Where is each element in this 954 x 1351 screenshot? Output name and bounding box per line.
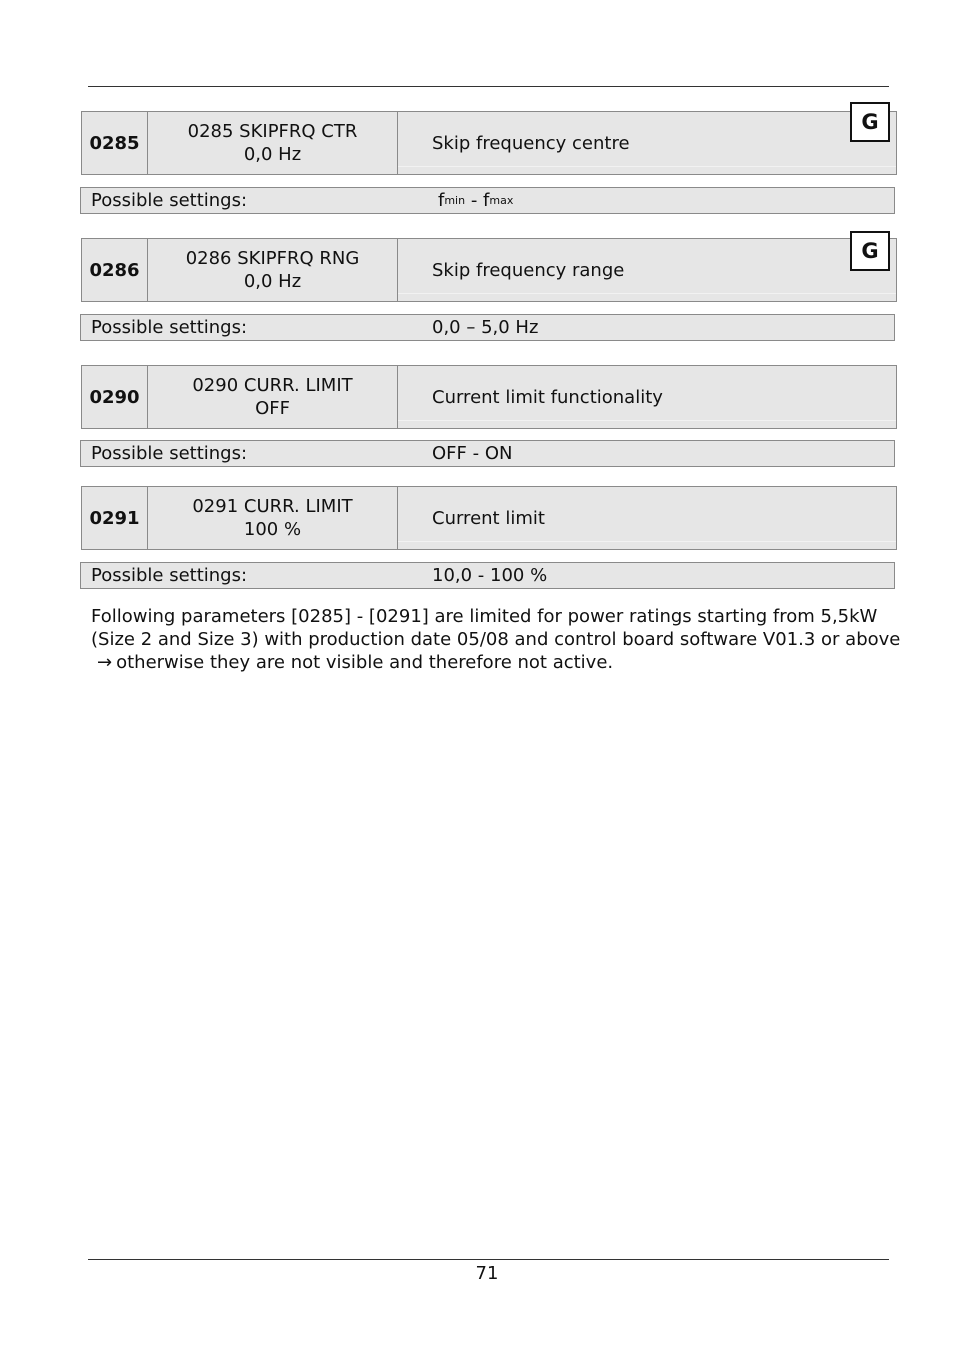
note-line: Following parameters [0285] - [0291] are limited for power ratings starting from 5,5kW — [91, 606, 878, 627]
settings-label: Possible settings: — [91, 565, 248, 586]
cell-divider — [398, 420, 896, 421]
parameter-description: Current limit functionality — [432, 386, 663, 408]
parameter-display-name: 0290 CURR. LIMIT — [192, 375, 353, 396]
cell-divider — [398, 541, 896, 542]
parameter-description: Current limit — [432, 507, 545, 529]
parameter-code: 0286 — [82, 239, 148, 301]
parameter-display-value: 0,0 Hz — [243, 144, 302, 165]
parameter-description: Skip frequency range — [432, 259, 625, 281]
parameter-code: 0290 — [82, 366, 148, 428]
settings-value: 0,0 – 5,0 Hz — [432, 317, 539, 338]
settings-subscript-min: min — [444, 194, 466, 207]
parameter-display — [148, 366, 398, 428]
settings-label: Possible settings: — [91, 443, 248, 464]
parameter-display-value: 0,0 Hz — [243, 271, 302, 292]
settings-label: Possible settings: — [91, 317, 248, 338]
note-line — [91, 651, 891, 674]
parameter-display-name: 0285 SKIPFRQ CTR — [187, 121, 358, 142]
arrow-right-icon: → — [97, 652, 113, 673]
parameter-display-name: 0286 SKIPFRQ RNG — [185, 248, 360, 269]
settings-value: OFF - ON — [432, 443, 513, 464]
settings-f-symbol: f — [438, 190, 445, 211]
header-rule — [88, 86, 889, 87]
possible-settings-0285 — [80, 187, 895, 214]
parameter-row-0290 — [81, 365, 897, 429]
possible-settings-0286 — [80, 314, 895, 341]
parameter-display-value: 100 % — [243, 519, 302, 540]
parameter-description: Skip frequency centre — [432, 132, 630, 154]
settings-label: Possible settings: — [91, 190, 248, 211]
parameter-row-0291 — [81, 486, 897, 550]
possible-settings-0291 — [80, 562, 895, 589]
limitation-note — [91, 605, 901, 674]
parameter-group-badge: G — [850, 231, 890, 271]
settings-separator: - — [465, 190, 484, 211]
parameter-display-value: OFF — [255, 398, 290, 419]
footer-rule — [88, 1259, 889, 1260]
settings-value: 10,0 - 100 % — [432, 565, 548, 586]
parameter-row-0286 — [81, 238, 897, 302]
note-line: (Size 2 and Size 3) with production date 05/08 and control board software V01.3 or above — [91, 629, 901, 650]
parameter-display — [148, 112, 398, 174]
parameter-group-badge: G — [850, 102, 890, 142]
parameter-row-0285 — [81, 111, 897, 175]
parameter-code: 0285 — [82, 112, 148, 174]
settings-f-symbol: f — [483, 190, 490, 211]
possible-settings-0290 — [80, 440, 895, 467]
parameter-display — [148, 239, 398, 301]
settings-value — [438, 188, 513, 213]
page-number: 71 — [475, 1263, 499, 1284]
note-line-text: otherwise they are not visible and therefore not active. — [116, 652, 614, 673]
parameter-display — [148, 487, 398, 549]
parameter-code: 0291 — [82, 487, 148, 549]
settings-subscript-max: max — [489, 194, 514, 207]
cell-divider — [398, 166, 896, 167]
cell-divider — [398, 293, 896, 294]
parameter-display-name: 0291 CURR. LIMIT — [192, 496, 353, 517]
